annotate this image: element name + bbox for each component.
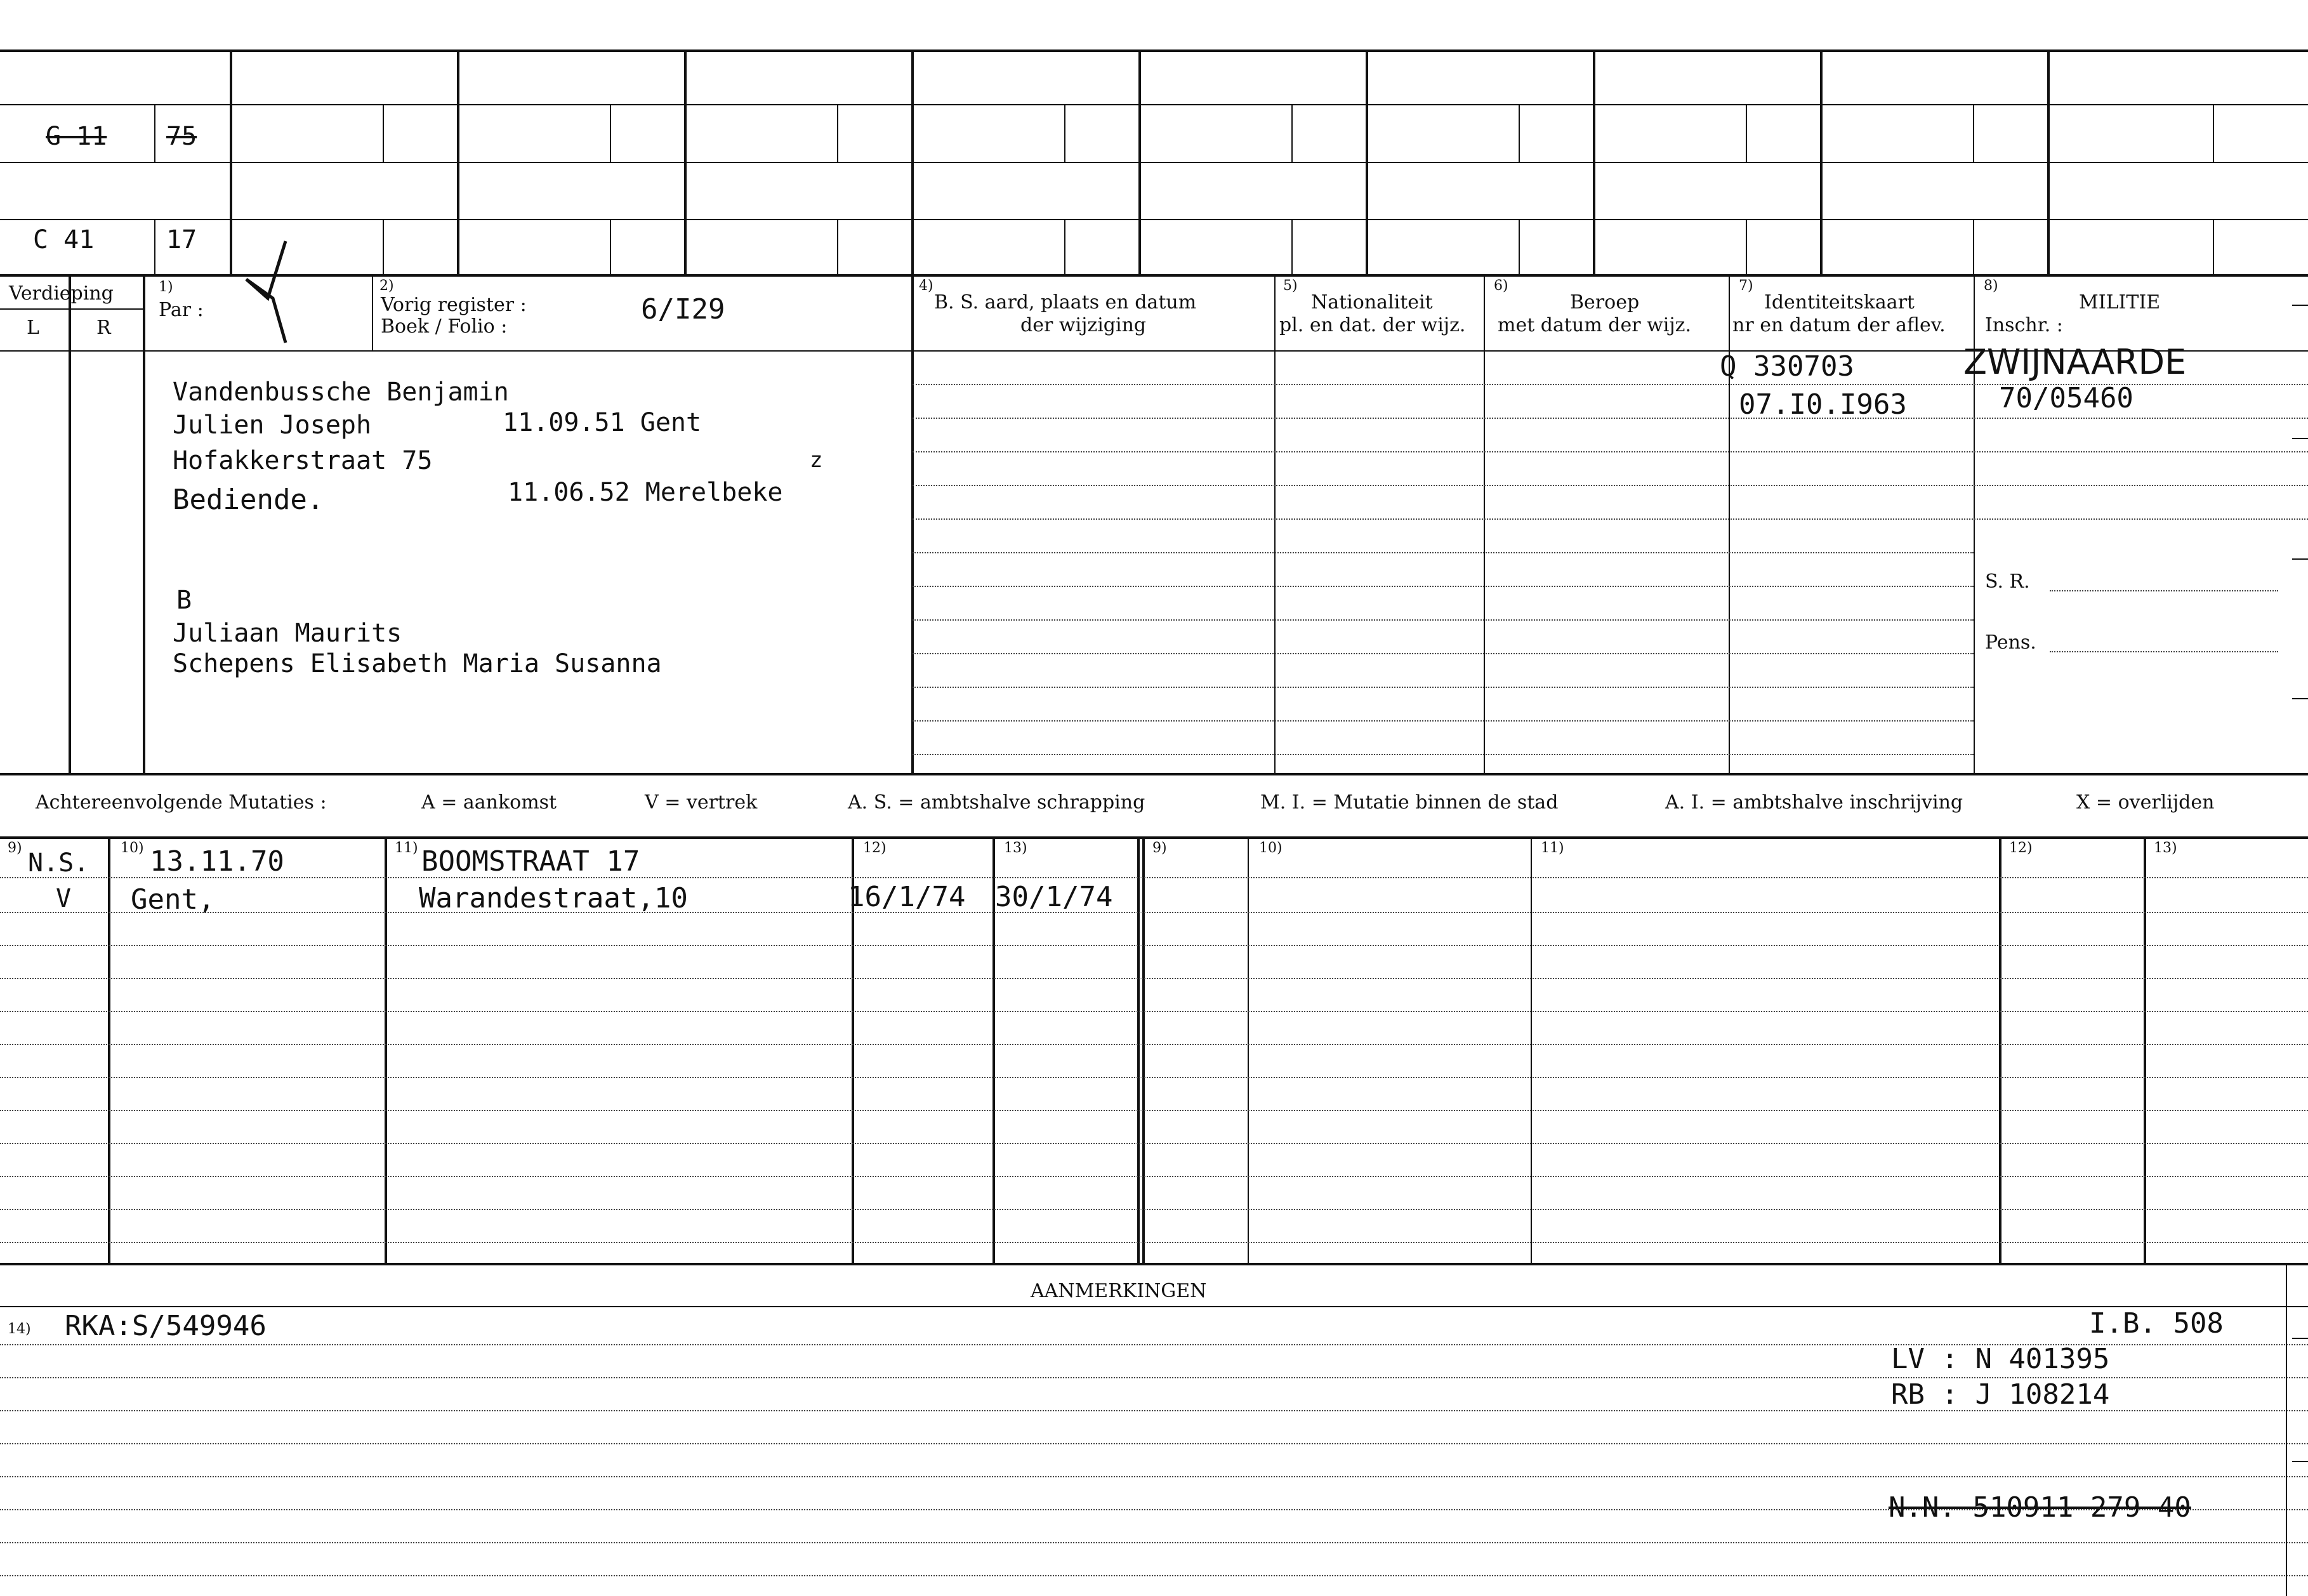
col-divider-bs [911, 274, 914, 773]
mut-col [1142, 836, 1145, 1263]
mut-col [1248, 836, 1249, 1263]
grid-subdivider [837, 104, 838, 162]
legend-x: X = overlijden [2076, 791, 2215, 814]
mut-row-line [0, 877, 2308, 878]
mut-col [385, 836, 387, 1263]
person-mother: Schepens Elisabeth Maria Susanna [173, 649, 662, 678]
grid-subdivider [383, 219, 384, 274]
left-label: L [27, 317, 39, 339]
col-divider-par [143, 274, 145, 773]
grid-divider [1366, 51, 1368, 274]
mut-col [1137, 836, 1140, 1263]
mutation-date: 13.11.70 [150, 845, 284, 878]
grid-subdivider [1746, 104, 1747, 162]
grid-subdivider [1291, 104, 1293, 162]
boek-folio-label: Boek / Folio : [381, 315, 508, 338]
grid-subdivider [1064, 104, 1065, 162]
mutations-top-line [0, 836, 2308, 839]
sr-line [2050, 590, 2278, 591]
person-birth: 11.09.51 Gent [503, 408, 702, 437]
person-address: Hofakkerstraat 75 [173, 446, 433, 475]
mut-col [2144, 836, 2146, 1263]
mut-col-num-9: 9) [8, 840, 22, 856]
header-top-line [0, 274, 2308, 277]
legend-title: Achtereenvolgende Mutaties : [36, 791, 327, 814]
mut-row-line [0, 945, 2308, 946]
mut-col-num-13b: 13) [2154, 840, 2177, 856]
bs-header-2: der wijziging [1020, 314, 1147, 336]
remarks-rb: RB : J 108214 [1891, 1378, 2110, 1411]
mutation-address: BOOMSTRAAT 17 [421, 845, 640, 878]
bs-num: 4) [919, 278, 933, 294]
remarks-lv: LV : N 401395 [1891, 1343, 2110, 1375]
margin-tick [2292, 558, 2308, 560]
legend-mi: M. I. = Mutatie binnen de stad [1260, 791, 1559, 814]
grid-subdivider [1064, 219, 1065, 274]
ruled-line [913, 418, 2308, 419]
grid-line [0, 219, 2308, 220]
ruled-line [913, 518, 2308, 520]
militia-place: ZWIJNAARDE [1963, 342, 2187, 382]
id-num: 7) [1739, 278, 1753, 294]
sr-label: S. R. [1985, 570, 2030, 593]
grid-line [0, 104, 2308, 105]
right-label: R [96, 317, 111, 339]
verdieping-split [0, 308, 143, 310]
ruled-line [913, 552, 1974, 553]
ruled-line [913, 485, 2308, 486]
grid-divider [2047, 51, 2050, 274]
mut-col-num-11: 11) [395, 840, 418, 856]
beroep-header-1: Beroep [1570, 291, 1640, 313]
grid-divider [1138, 51, 1141, 274]
mutation-col12: 16/1/74 [848, 881, 966, 913]
grid-subdivider [1291, 219, 1293, 274]
margin-tick [2292, 305, 2308, 306]
col-divider-nat [1274, 274, 1276, 773]
grid-subdivider [610, 104, 611, 162]
legend-v: V = vertrek [645, 791, 758, 814]
grid-divider [684, 51, 687, 274]
remarks-rka: RKA:S/549946 [65, 1310, 267, 1342]
grid-subdivider [383, 104, 384, 162]
grid-subdivider [1973, 104, 1974, 162]
col-divider-id [1729, 274, 1730, 773]
nat-num: 5) [1283, 278, 1298, 294]
mil-num: 8) [1984, 278, 1998, 294]
beroep-header-2: met datum der wijz. [1498, 314, 1691, 336]
mut-col-num-11b: 11) [1541, 840, 1564, 856]
remarks-title: AANMERKINGEN [1031, 1280, 1207, 1302]
person-z: z [810, 447, 823, 473]
mut-col-num-12: 12) [863, 840, 887, 856]
remarks-ruled-line [0, 1443, 2308, 1444]
person-marriage: 11.06.52 Merelbeke [508, 478, 783, 507]
ruled-line [913, 754, 1974, 755]
vorig-register-label: Vorig register : [381, 294, 527, 316]
mut-row-line [0, 1209, 2308, 1210]
id-date: 07.I0.I963 [1739, 388, 1907, 421]
margin-tick [2292, 1338, 2308, 1339]
col-divider-lr [69, 274, 71, 773]
mut-col-num-12b: 12) [2009, 840, 2033, 856]
mut-col [108, 836, 110, 1263]
par-label: Par : [159, 299, 204, 321]
remarks-ruled-line [0, 1542, 2308, 1543]
grid-subdivider [1519, 104, 1520, 162]
person-name: Vandenbussche Benjamin [173, 378, 509, 407]
grid-subdivider [1519, 219, 1520, 274]
grid-subdivider [1973, 219, 1974, 274]
boek-folio-value: 6/I29 [641, 293, 725, 326]
mutation-date: Gent, [131, 883, 215, 916]
mutation-address: Warandestraat,10 [419, 882, 688, 914]
militia-number: 70/05460 [1999, 382, 2133, 414]
header-bottom-line [0, 350, 2308, 352]
ruled-line [913, 451, 2308, 452]
right-margin-line [2286, 1263, 2287, 1596]
pens-label: Pens. [1985, 631, 2036, 654]
top-code-1: G 11 [46, 122, 107, 151]
top-border [0, 49, 2308, 52]
nat-header-2: pl. en dat. der wijz. [1279, 314, 1466, 336]
grid-line [0, 162, 2308, 163]
margin-tick [2292, 1461, 2308, 1462]
grid-divider [1820, 51, 1823, 274]
ruled-line [913, 687, 1974, 688]
legend-top-line [0, 773, 2308, 775]
vorig-num: 2) [379, 278, 394, 294]
ruled-line [913, 653, 1974, 654]
mutation-col13: 30/1/74 [995, 881, 1113, 913]
remarks-ruled-line [0, 1575, 2308, 1576]
mut-row-line [0, 978, 2308, 979]
inschr-label: Inschr. : [1985, 314, 2063, 336]
grid-divider [457, 51, 459, 274]
mutation-code: V [56, 884, 72, 913]
top-num-2: 17 [166, 225, 197, 254]
grid-subdivider [154, 219, 155, 274]
id-header-1: Identiteitskaart [1764, 291, 1915, 313]
mut-row-line [0, 1176, 2308, 1177]
par-num: 1) [159, 279, 173, 295]
grid-subdivider [2213, 104, 2214, 162]
mut-row-line [0, 912, 2308, 913]
signature-mark [235, 228, 311, 355]
mut-row-line [0, 1011, 2308, 1012]
ruled-line [913, 619, 1974, 621]
person-given-names: Julien Joseph [173, 411, 372, 440]
grid-subdivider [154, 104, 155, 162]
remarks-ib: I.B. 508 [2089, 1307, 2224, 1340]
grid-divider [911, 51, 914, 274]
mut-row-line [0, 1044, 2308, 1045]
grid-subdivider [610, 219, 611, 274]
col-divider-vorig [372, 274, 373, 350]
person-father: Juliaan Maurits [173, 619, 402, 648]
person-occupation: Bediende. [173, 484, 324, 516]
grid-subdivider [2213, 219, 2214, 274]
remarks-ruled-line [0, 1476, 2308, 1477]
mut-col [1531, 836, 1532, 1263]
mut-row-line [0, 1143, 2308, 1144]
mut-col-num-10: 10) [121, 840, 144, 856]
margin-tick [2292, 438, 2308, 439]
mut-row-line [0, 1242, 2308, 1243]
top-num-1: 75 [166, 122, 197, 151]
grid-divider [1593, 51, 1595, 274]
ruled-line [913, 720, 1974, 722]
militie-title: MILITIE [2079, 291, 2161, 313]
id-number: Q 330703 [1720, 350, 1854, 383]
legend-as: A. S. = ambtshalve schrapping [848, 791, 1145, 814]
bs-header-1: B. S. aard, plaats en datum [934, 291, 1197, 313]
margin-tick [2292, 698, 2308, 699]
top-code-2: C 41 [33, 225, 95, 254]
id-header-2: nr en datum der aflev. [1732, 314, 1946, 336]
remarks-line [0, 1306, 2308, 1307]
pens-line [2050, 651, 2278, 652]
mutation-code: N.S. [28, 848, 89, 878]
mut-col [1999, 836, 2001, 1263]
person-b: B [176, 586, 192, 615]
legend-a: A = aankomst [421, 791, 557, 814]
legend-ai: A. I. = ambtshalve inschrijving [1665, 791, 1963, 814]
beroep-num: 6) [1494, 278, 1508, 294]
mutations-bottom-line [0, 1263, 2308, 1265]
ruled-line [913, 586, 1974, 587]
verdieping-label: Verdieping [9, 282, 114, 305]
remarks-num: 14) [8, 1321, 31, 1337]
mut-col-num-9b: 9) [1152, 840, 1167, 856]
mut-col-num-10b: 10) [1259, 840, 1283, 856]
remarks-nn: N.N. 510911 279 40 [1889, 1491, 2191, 1524]
mut-col-num-13: 13) [1004, 840, 1027, 856]
nat-header-1: Nationaliteit [1311, 291, 1433, 313]
col-divider-beroep [1484, 274, 1485, 773]
grid-divider [230, 51, 232, 274]
grid-subdivider [1746, 219, 1747, 274]
mut-row-line [0, 1110, 2308, 1111]
mut-row-line [0, 1077, 2308, 1078]
grid-subdivider [837, 219, 838, 274]
